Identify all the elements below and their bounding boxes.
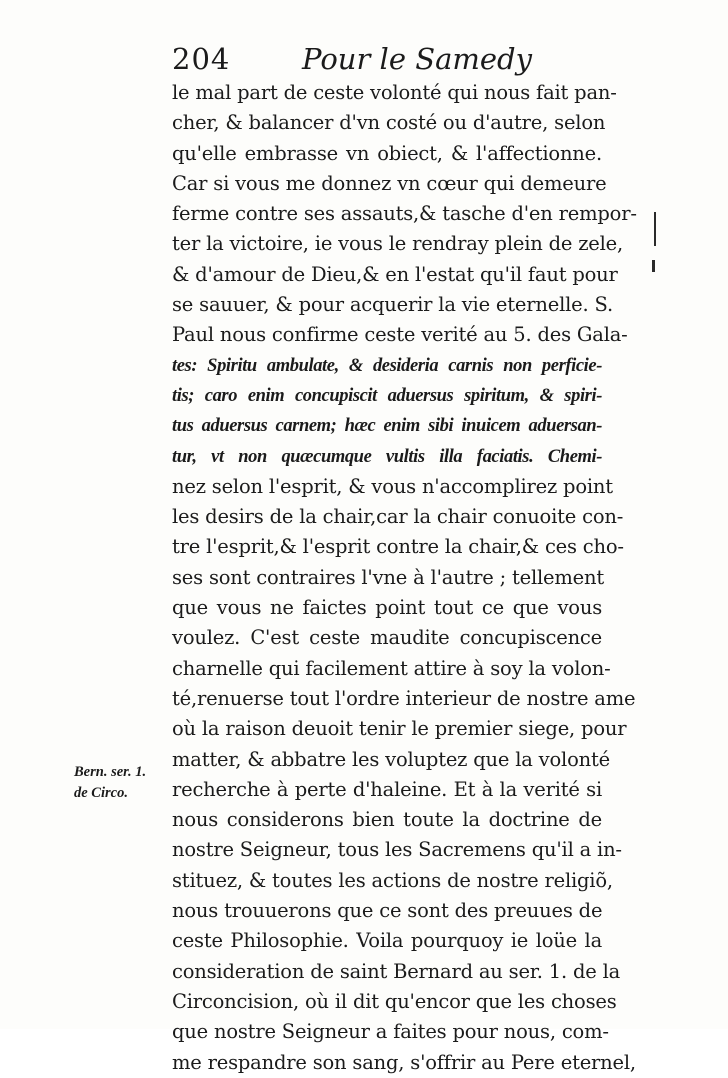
marginal-note-line: de Circo. [74, 785, 128, 801]
text-line: ses sont contraires l'vne à l'autre ; tellement [172, 565, 604, 589]
text-line: stituez, & toutes les actions de nostre religiõ, [172, 868, 613, 892]
text-line: tre l'esprit,& l'esprit contre la chair,& ces cho- [172, 535, 624, 559]
ink-bleed-mark [652, 260, 655, 272]
ink-bleed-mark [654, 212, 656, 246]
text-line: nous trouuerons que ce sont des preuues de [172, 899, 603, 923]
marginal-note-line: Bern. ser. 1. [74, 764, 147, 780]
text-line: matter, & abbatre les voluptez que la volonté [172, 747, 610, 771]
latin-quote-line: tis; caro enim concupiscit aduersus spiritum, & spiri- [172, 385, 602, 406]
running-head [172, 42, 602, 82]
running-title: Pour le Samedy [302, 42, 532, 76]
text-line: té,renuerse tout l'ordre interieur de nostre ame [172, 686, 636, 710]
text-line: qu'elle embrasse vn obiect, & l'affectionne. [172, 141, 602, 165]
text-line: Paul nous confirme ceste verité au 5. des Gala- [172, 323, 628, 347]
latin-quote-line: tur, vt non quæcumque vultis illa faciatis. Chemi- [172, 446, 602, 467]
text-line: voulez. C'est ceste maudite concupiscence [172, 626, 602, 650]
text-line: nez selon l'esprit, & vous n'accomplirez point [172, 474, 613, 498]
text-line: Circoncision, où il dit qu'encor que les choses [172, 989, 617, 1013]
body-text [172, 78, 637, 1078]
text-line: se sauuer, & pour acquerir la vie eternelle. S. [172, 293, 613, 317]
text-line: ferme contre ses assauts,& tasche d'en rempor- [172, 202, 637, 226]
marginal-note [74, 762, 154, 804]
text-line: charnelle qui facilement attire à soy la volon- [172, 656, 611, 680]
text-line: où la raison deuoit tenir le premier siege, pour [172, 717, 627, 741]
text-line: & d'amour de Dieu,& en l'estat qu'il faut pour [172, 262, 618, 286]
text-line: ceste Philosophie. Voila pourquoy ie loüe la [172, 929, 602, 953]
text-line: cher, & balancer d'vn costé ou d'autre, selon [172, 111, 606, 135]
text-line: nostre Seigneur, tous les Sacremens qu'il a in- [172, 838, 622, 862]
text-line: que vous ne faictes point tout ce que vous [172, 596, 602, 620]
text-line: Car si vous me donnez vn cœur qui demeure [172, 171, 607, 195]
latin-quote-line: tes: Spiritu ambulate, & desideria carnis non perficie- [172, 355, 602, 376]
text-line: ter la victoire, ie vous le rendray plein de zele, [172, 232, 624, 256]
text-line: nous considerons bien toute la doctrine de [172, 808, 602, 832]
text-line: le mal part de ceste volonté qui nous fait pan- [172, 81, 617, 104]
text-line: consideration de saint Bernard au ser. 1. de la [172, 959, 621, 983]
text-line: les desirs de la chair,car la chair conuoite con- [172, 505, 624, 529]
text-line: me respandre son sang, s'offrir au Pere eternel, [172, 1050, 636, 1074]
latin-quote-line: tus aduersus carnem; hæc enim sibi inuicem aduersan- [172, 416, 602, 437]
text-line: que nostre Seigneur a faites pour nous, com- [172, 1020, 609, 1044]
page-number: 204 [172, 42, 231, 76]
text-line: recherche à perte d'haleine. Et à la verité si [172, 777, 602, 801]
